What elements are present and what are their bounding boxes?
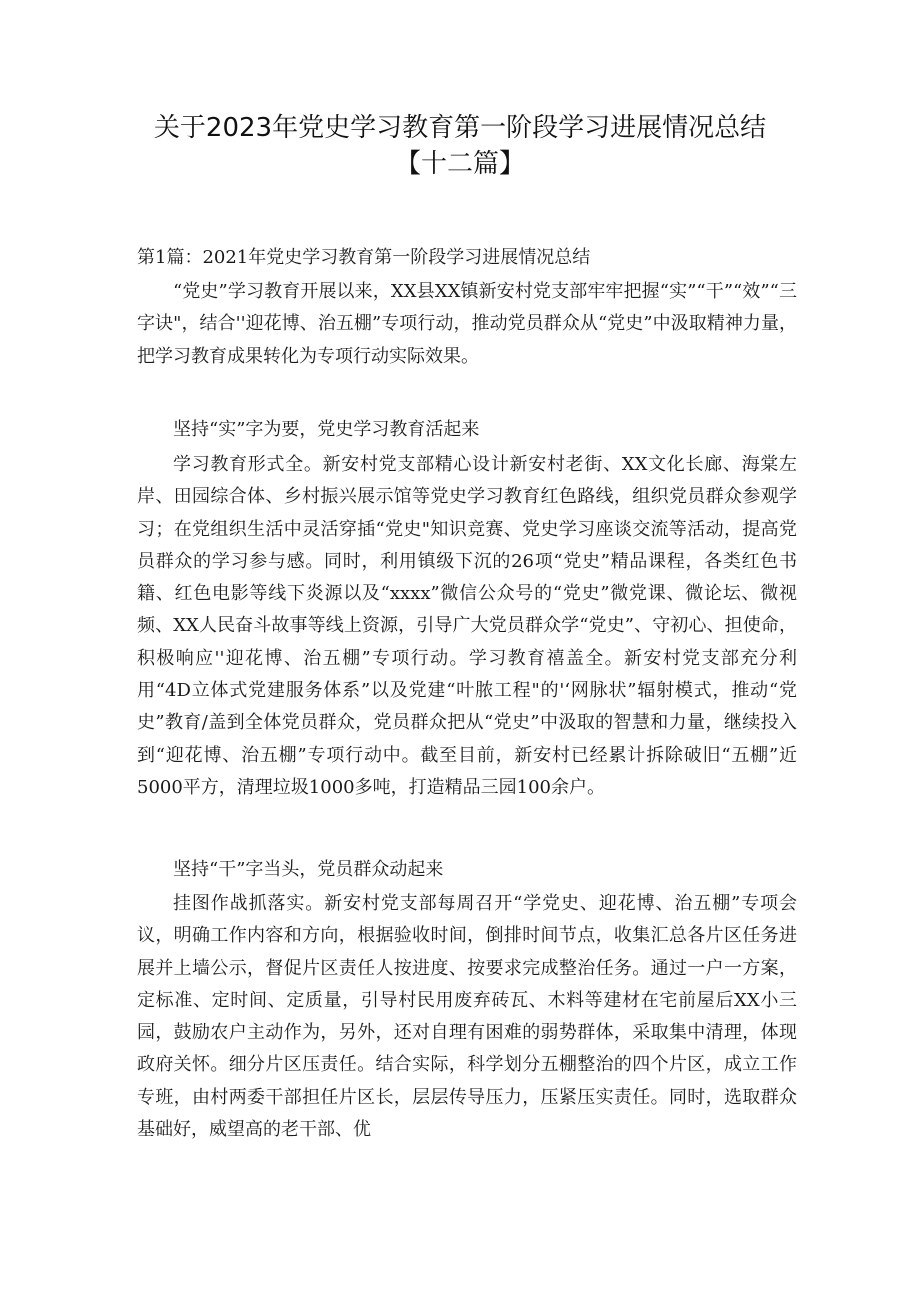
body-paragraph-learning: 学习教育形式全。新安村党支部精心设计新安村老街、XX文化长廊、海棠左岸、田园综合体、乡村振兴展示馆等党史学习教育红色路线，组织党员群众参观学习；在党组织生活中灵活穿插“党史"知识竞赛、党史学习座谈交流等活动，提高党员群众的学习参与感。同时，利用镇级下沉的26项“党史”精品课程，各类红色书籍、红色电影等线下炎源以及“xxxx”微信公众号的“党史”微党课、微论坛、微视频、XX人民奋斗故事等线上资源，引导广大党员群众学“党史”、守初心、担使命，积极响应''迎花博、治五棚”专项行动。学习教育禧盖全。新安村党支部充分利用“4D立体式党建服务体系”以及党建“叶脓工程"的'‘网脉状”辐射模式，推动“党史”教育/盖到全体党员群众，党员群众把从“党史”中汲取的智慧和力量，继续投入到“迎花博、治五棚”专项行动中。截至目前，新安村已经累计拆除破旧“五棚”近5000平方，清理垃圾1000多吨，打造精品三园100余户。	[137, 454, 797, 798]
section-heading: 第1篇：2021年党史学习教育第一阶段学习进展情况总结	[137, 247, 591, 268]
subheading-gan: 坚持“干”字当头，党员群众动起来	[173, 859, 444, 880]
document-title: 关于2023年党史学习教育第一阶段学习进展情况总结	[153, 113, 767, 143]
intro-paragraph: “党史”学习教育开展以来，XX县XX镇新安村党支部牢牢把握“实”“干”“效”“三字诀"，结合''迎花博、治五棚”专项行动，推动党员群众从“党史”中汲取精神力量，把学习教育成果转化为专项行动实际效果。	[137, 281, 797, 367]
subheading-shi: 坚持“实”字为要，党史学习教育活起来	[173, 419, 480, 440]
body-paragraph-action: 挂图作战抓落实。新安村党支部每周召开“学党史、迎花博、治五棚”专项会议，明确工作内容和方向，根据验收时间，倒排时间节点，收集汇总各片区任务进展并上墙公示，督促片区责任人按进度、按要求完成整治任务。通过一户一方案，定标准、定时间、定质量，引导村民用废弃砖瓦、木料等建材在宅前屋后XX小三园，鼓励农户主动作为，另外，还对自理有困难的弱势群体，采取集中清理，体现政府关怀。细分片区压责任。结合实际，科学划分五棚整治的四个片区，成立工作专班，由村两委干部担任片区长，层层传导压力，压紧压实责任。同时，选取群众基础好，威望高的老干部、优	[137, 893, 797, 1141]
document-title-suffix: 【十二篇】	[394, 149, 525, 179]
